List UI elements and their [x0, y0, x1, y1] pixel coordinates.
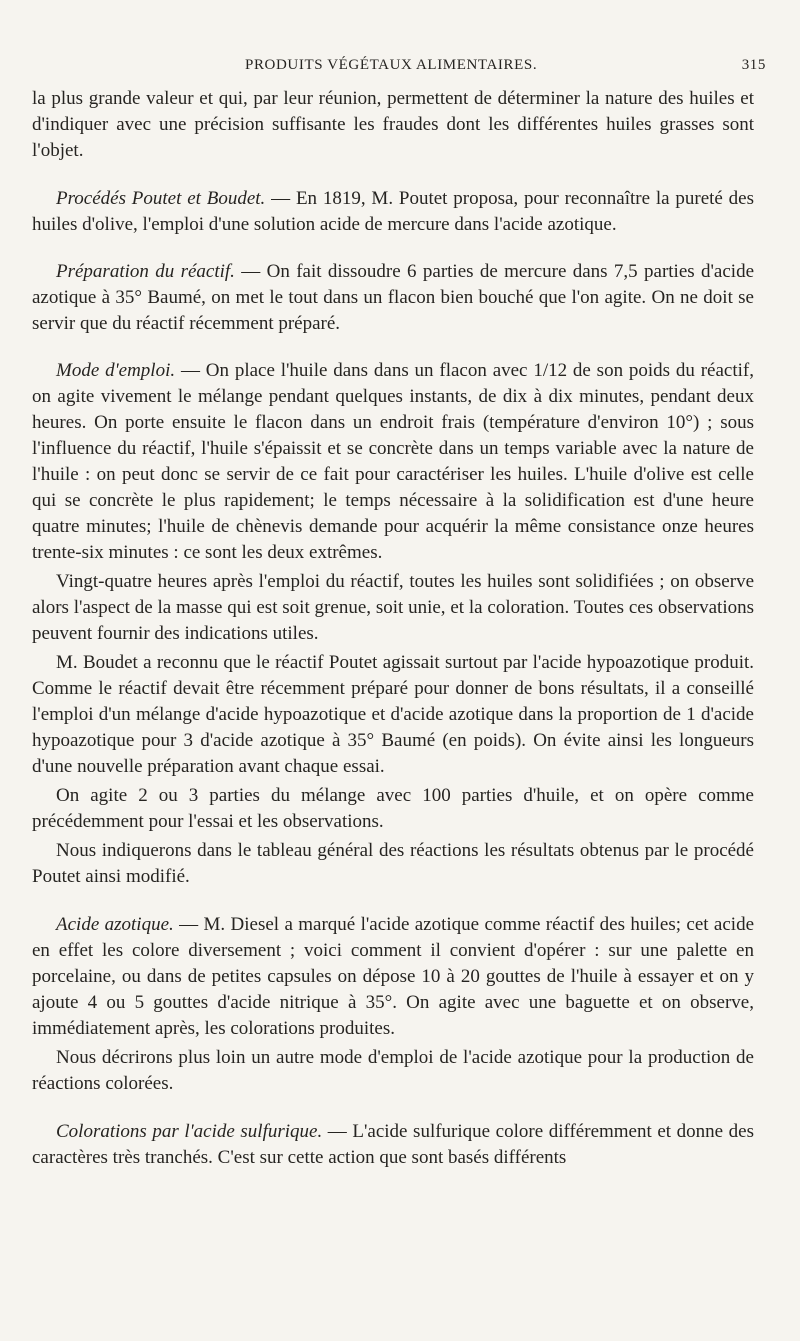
section-heading-acide-azotique: Acide azotique.: [56, 914, 174, 935]
page-number: 315: [741, 57, 766, 73]
paragraph-vingt-quatre-heures: Vingt-quatre heures après l'emploi du réactif, toutes les huiles sont solidifiées ; on observe alors l'aspect de la masse qui est soit grenue, soit unie, et la coloration. Toutes ces observations peuvent fournir des indications utiles.: [32, 571, 754, 644]
running-head: [0, 57, 800, 77]
paragraph-melange: On agite 2 ou 3 parties du mélange avec 100 parties d'huile, et on opère comme précédemment pour l'essai et les observations.: [32, 785, 754, 832]
section-heading-preparation: Préparation du réactif.: [56, 261, 235, 282]
section-heading-mode-emploi: Mode d'emploi.: [56, 360, 176, 381]
paragraph-preparation: [32, 259, 754, 337]
section-heading-acide-sulfurique: Colorations par l'acide sulfurique.: [56, 1121, 323, 1142]
paragraph-acide-azotique: [32, 912, 754, 1042]
paragraph-acide-sulfurique: [32, 1119, 754, 1171]
paragraph-tableau: Nous indiquerons dans le tableau général des réactions les résultats obtenus par le procédé Poutet ainsi modifié.: [32, 840, 754, 887]
paragraph-text: — M. Diesel a marqué l'acide azotique comme réactif des huiles; cet acide en effet les colore diversement ; voici comment il convient d'opérer : sur une palette en porcelaine, ou dans de petites capsules on dépose 10 à 20 gouttes de l'huile à essayer et on y ajoute 4 ou 5 gouttes d'acide nitrique à 35°. On agite avec une baguette et on observe, immédiatement après, les colorations produites.: [32, 914, 755, 1039]
paragraph-text: — On place l'huile dans dans un flacon avec 1/12 de son poids du réactif, on agite vivement le mélange pendant quelques instants, de dix à dix minutes, pendant deux heures. On porte ensuite le flacon dans un endroit frais (température d'environ 10°) ; sous l'influence du réactif, l'huile s'épaissit et se concrète dans un temps variable avec la nature de l'huile : on peut donc se servir de ce fait pour caractériser les huiles. L'huile d'olive est celle qui se concrète le plus rapidement; le temps nécessaire à la solidification est d'une heure quatre minutes; l'huile de chènevis demande pour acquérir la même consistance onze heures trente-six minutes : ce sont les deux extrêmes.: [32, 360, 754, 563]
paragraph-boudet: M. Boudet a reconnu que le réactif Poutet agissait surtout par l'acide hypoazotique produit. Comme le réactif devait être récemment préparé pour donner de bons résultats, il a conseillé l'emploi d'un mélange d'acide hypoazotique et d'acide azotique dans la proportion de 1 d'acide hypoazotique pour 3 d'acide azotique à 35° Baumé (en poids). On évite ainsi les longueurs d'une nouvelle préparation avant chaque essai.: [32, 652, 754, 777]
paragraph-mode-emploi: [32, 358, 754, 566]
paragraph-intro-continuation: la plus grande valeur et qui, par leur réunion, permettent de déterminer la nature des huiles et d'indiquer avec une précision suffisante les fraudes dont les différentes huiles grasses sont l'objet.: [32, 88, 754, 161]
page-content: [32, 86, 754, 1171]
section-heading-poutet-boudet: Procédés Poutet et Boudet.: [56, 188, 266, 209]
paragraph-poutet-boudet: [32, 186, 754, 238]
paragraph-text: — L'acide sulfurique colore différemment et donne des caractères très tranchés. C'est sur cette action que sont basés différents: [32, 1121, 754, 1168]
running-title: PRODUITS VÉGÉTAUX ALIMENTAIRES.: [245, 57, 538, 73]
paragraph-text: — On fait dissoudre 6 parties de mercure dans 7,5 parties d'acide azotique à 35° Baumé, on met le tout dans un flacon bien bouché que l'on agite. On ne doit se servir que du réactif récemment préparé.: [32, 261, 755, 334]
paragraph-reactions-colorees: Nous décrirons plus loin un autre mode d'emploi de l'acide azotique pour la production de réactions colorées.: [32, 1047, 754, 1094]
paragraph-text: — En 1819, M. Poutet proposa, pour reconnaître la pureté des huiles d'olive, l'emploi d'une solution acide de mercure dans l'acide azotique.: [32, 188, 754, 235]
